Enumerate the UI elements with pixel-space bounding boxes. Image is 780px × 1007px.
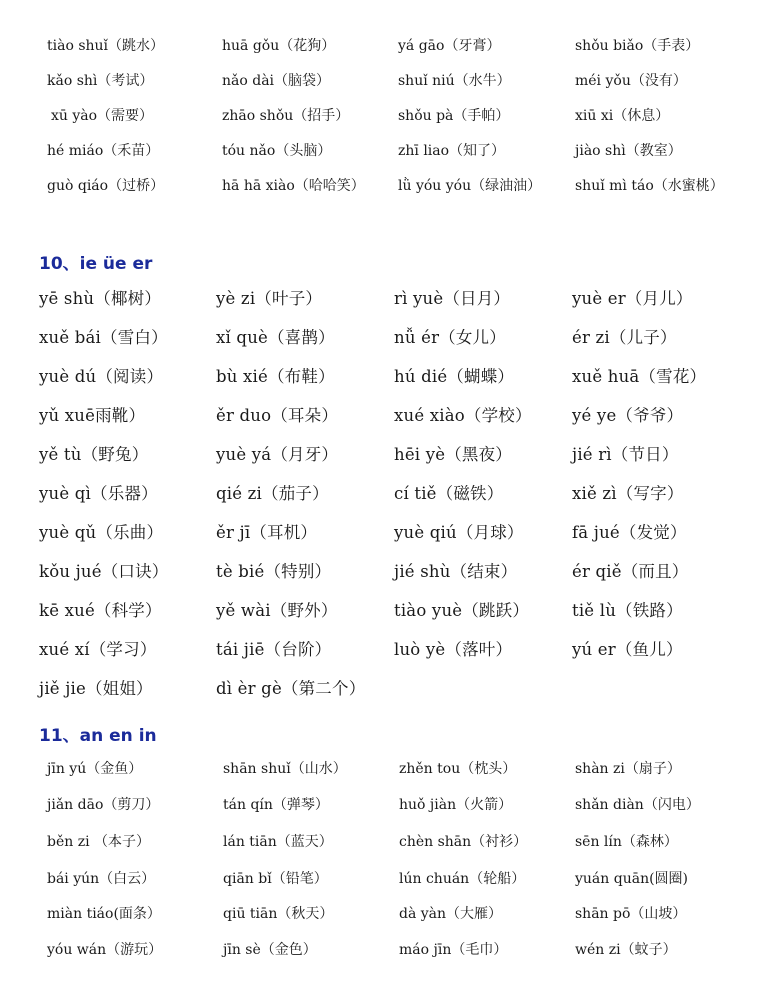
word-entry: fā jué（发觉） (572, 523, 687, 542)
word-entry: yē shù（椰树） (39, 289, 162, 308)
word-entry: shǎn diàn（闪电） (575, 796, 700, 813)
word-entry: hā hā xiào（哈哈笑） (222, 178, 365, 194)
word-entry: zhī liao（知了） (398, 143, 506, 159)
word-entry: xuě huā（雪花） (572, 367, 707, 386)
word-entry: zhāo shǒu（招手） (222, 108, 350, 124)
word-entry: bái yún（白云） (47, 870, 156, 887)
word-entry: huā gǒu（花狗） (222, 38, 336, 54)
word-entry: bù xié（布鞋） (216, 367, 335, 386)
word-entry: wén zi（蚊子） (575, 942, 677, 958)
word-entry: méi yǒu（没有） (575, 73, 687, 89)
word-entry: qiū tiān（秋天） (223, 906, 334, 922)
word-entry: jiě jie（姐姐） (39, 679, 153, 698)
word-entry: xué xiào（学校） (394, 406, 532, 425)
word-entry: shān shuǐ（山水） (223, 761, 347, 777)
word-entry: miàn tiáo(面条） (47, 906, 161, 922)
word-entry: dì èr gè（第二个） (216, 679, 366, 698)
word-entry: ěr duo（耳朵） (216, 406, 339, 425)
word-entry: dà yàn（大雁） (399, 906, 503, 922)
word-entry: jiǎn dāo（剪刀） (47, 796, 160, 813)
word-entry: hú dié（蝴蝶） (394, 367, 515, 386)
word-entry: jié shù（结束） (394, 562, 518, 581)
word-entry: yě wài（野外） (216, 601, 338, 620)
word-entry: xiū xi（休息） (575, 108, 670, 124)
word-entry: jīn sè（金色） (223, 942, 317, 958)
word-entry: shuǐ mì táo（水蜜桃） (575, 178, 724, 194)
word-entry: xū yào（需要） (51, 108, 154, 124)
word-entry: jiào shì（教室） (575, 143, 682, 159)
word-entry: tiào shuǐ（跳水） (47, 38, 165, 54)
word-entry: yuè yá（月牙） (216, 445, 339, 464)
word-entry: guò qiáo（过桥） (47, 178, 165, 194)
word-entry: shuǐ niú（水牛） (398, 73, 511, 89)
word-entry: xǐ què（喜鹊） (216, 328, 335, 347)
word-entry: sēn lín（森林） (575, 834, 678, 850)
word-entry: luò yè（落叶） (394, 640, 513, 659)
word-entry: shǒu biǎo（手表） (575, 38, 700, 54)
word-entry: qiān bǐ（铅笔） (223, 870, 328, 887)
word-entry: lǜ yóu yóu（绿油油） (398, 178, 542, 194)
word-entry: ér qiě（而且） (572, 562, 689, 581)
word-entry: yuè qì（乐器） (39, 484, 158, 503)
word-entry: tiě lù（铁路） (572, 601, 683, 620)
word-entry: tè bié（特别） (216, 562, 332, 581)
word-entry: jīn yú（金鱼） (47, 761, 143, 777)
word-entry: lún chuán（轮船） (399, 870, 526, 887)
word-entry: máo jīn（毛巾） (399, 942, 508, 958)
word-entry: yè zi（叶子） (216, 289, 323, 308)
word-entry: tán qín（弹琴） (223, 796, 329, 813)
word-entry: shǒu pà（手帕） (398, 108, 510, 124)
word-entry: chèn shān（衬衫） (399, 834, 528, 850)
word-entry: kǒu jué（口诀） (39, 562, 169, 581)
word-entry: lán tiān（蓝天） (223, 834, 333, 850)
word-entry: qié zi（茄子） (216, 484, 329, 503)
word-entry: yóu wán（游玩） (47, 942, 163, 958)
word-entry: shān pō（山坡） (575, 906, 687, 922)
word-entry: rì yuè（日月） (394, 289, 511, 308)
word-entry: huǒ jiàn（火箭） (399, 796, 513, 813)
word-entry: yě tù（野兔） (39, 445, 149, 464)
word-entry: zhěn tou（枕头） (399, 761, 517, 777)
word-entry: xuě bái（雪白） (39, 328, 168, 347)
word-entry: kē xué（科学） (39, 601, 162, 620)
word-entry: hé miáo（禾苗） (47, 143, 160, 159)
word-entry: yuè dú（阅读） (39, 367, 164, 386)
word-entry: yuè er（月儿） (572, 289, 693, 308)
word-entry: shàn zi（扇子） (575, 761, 681, 777)
word-entry: yú er（鱼儿） (572, 640, 683, 659)
word-entry: yuán quān(圆圈) (575, 870, 689, 887)
word-entry: tái jiē（台阶） (216, 640, 332, 659)
word-entry: xué xí（学习） (39, 640, 157, 659)
section-heading-11: 11、an en in (39, 726, 157, 746)
word-entry: tiào yuè（跳跃） (394, 601, 530, 620)
word-entry: jié rì（节日） (572, 445, 679, 464)
word-entry: nǚ ér（女儿） (394, 328, 506, 347)
word-entry: yá gāo（牙膏） (398, 38, 501, 54)
word-entry: yǔ xuē雨靴） (39, 406, 146, 425)
word-entry: běn zi （本子） (47, 834, 151, 850)
word-entry: nǎo dài（脑袋） (222, 73, 331, 89)
word-entry: ér zi（儿子） (572, 328, 677, 347)
word-entry: yuè qiú（月球） (394, 523, 524, 542)
word-entry: xiě zì（写字） (572, 484, 684, 503)
word-entry: ěr jī（耳机） (216, 523, 318, 542)
word-entry: yuè qǔ（乐曲） (39, 523, 164, 542)
word-entry: tóu nǎo（头脑） (222, 143, 332, 159)
word-entry: yé ye（爷爷） (572, 406, 684, 425)
word-entry: cí tiě（磁铁） (394, 484, 504, 503)
word-entry: hēi yè（黑夜） (394, 445, 512, 464)
section-heading-10: 10、ie üe er (39, 254, 153, 274)
word-entry: kǎo shì（考试） (47, 73, 154, 89)
